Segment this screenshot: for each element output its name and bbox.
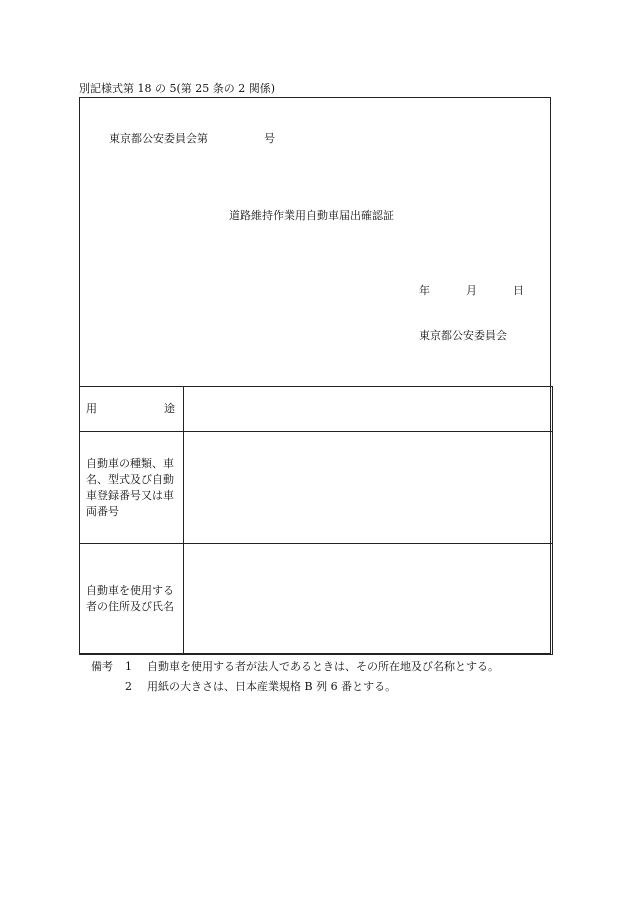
note-text: 用紙の大きさは、日本産業規格 B 列 6 番とする。 <box>147 680 397 693</box>
notes-section <box>91 657 499 697</box>
issuer-line <box>109 130 275 146</box>
notes-heading: 備考 <box>91 660 113 673</box>
date-month-label: 月 <box>466 284 477 297</box>
use-label-cell <box>80 387 184 432</box>
fields-table <box>79 386 553 655</box>
notes-heading-spacer <box>91 677 125 697</box>
use-label-char-2: 途 <box>164 402 175 415</box>
field-row-user <box>80 544 553 655</box>
number-label: 号 <box>264 132 275 145</box>
note-text: 自動車を使用する者が法人であるときは、その所在地及び名称とする。 <box>147 660 499 673</box>
date-year-label: 年 <box>419 284 430 297</box>
note-number: 2 <box>125 680 132 693</box>
certificate-title: 道路維持作業用自動車届出確認証 <box>229 209 394 222</box>
vehicle-label: 自動車の種類、車名、型式及び自動車登録番号又は車両番号 <box>80 432 184 544</box>
use-label <box>86 401 179 417</box>
field-row-use <box>80 387 553 432</box>
user-value-cell[interactable] <box>184 544 553 655</box>
form-caption: 別記様式第 18 の 5(第 25 条の 2 関係) <box>79 82 276 95</box>
note-item <box>91 657 499 677</box>
issuer-prefix: 東京都公安委員会第 <box>109 132 208 145</box>
certificate-header-area <box>80 98 550 387</box>
field-row-vehicle <box>80 432 553 544</box>
use-label-char-1: 用 <box>86 402 97 415</box>
date-day-label: 日 <box>513 284 524 297</box>
issuing-commission: 東京都公安委員会 <box>419 329 507 342</box>
vehicle-value-cell[interactable] <box>184 432 553 544</box>
use-value-cell[interactable] <box>184 387 553 432</box>
user-label: 自動車を使用する者の住所及び氏名 <box>80 544 184 655</box>
note-item <box>91 677 499 697</box>
certificate-form <box>79 97 551 654</box>
issue-date <box>419 282 524 298</box>
note-number: 1 <box>125 660 132 673</box>
